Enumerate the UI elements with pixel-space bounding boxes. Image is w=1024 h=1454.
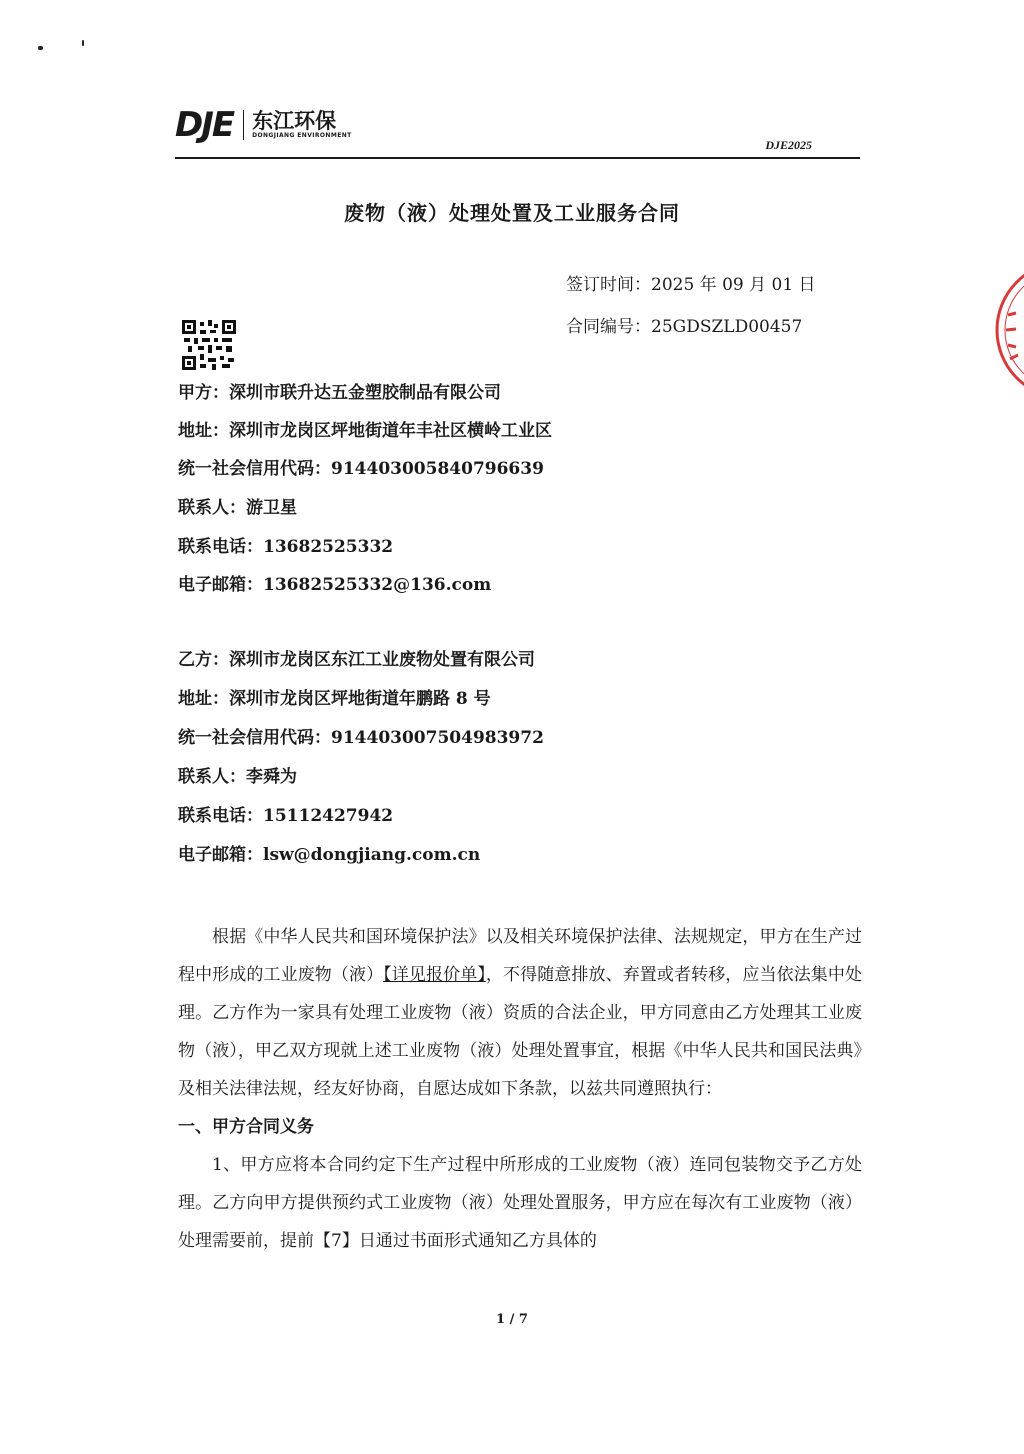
preamble-paragraph: 根据《中华人民共和国环境保护法》以及相关环境保护法律、法规规定，甲方在生产过程中形成的工业废物（液）【详见报价单】，不得随意排放、弃置或者转移，应当依法集中处理。乙方作为一家具有处理工业废物（液）资质的合法企业，甲方同意由乙方处理其工业废物（液），甲乙双方现就上述工业废物（液）处理处置事宜，根据《中华人民共和国民法典》及相关法律法规，经友好协商，自愿达成如下条款，以兹共同遵照执行： (178, 927, 863, 1099)
sign-date-label: 签订时间： (566, 275, 651, 295)
party-a-email: 电子邮箱：13682525332@136.com (178, 575, 492, 595)
party-a-address: 地址：深圳市龙岗区坪地街道年丰社区横岭工业区 (178, 421, 552, 441)
qr-code-icon (182, 320, 236, 370)
letterhead (175, 100, 860, 160)
logo-divider (243, 110, 244, 140)
page-number: 1 / 7 (496, 1312, 528, 1327)
contract-title: 废物（液）处理处置及工业服务合同 (344, 201, 680, 225)
party-b-contact: 联系人：李舜为 (178, 767, 297, 787)
contract-number (566, 312, 802, 337)
red-seal-stamp-icon (990, 255, 1024, 405)
quote-sheet-reference: 【详见报价单】 (383, 965, 486, 985)
section-heading-1: 一、甲方合同义务 (178, 1117, 314, 1137)
party-a-contact: 联系人：游卫星 (178, 498, 297, 518)
sign-date-value: 2025 年 09 月 01 日 (651, 275, 816, 295)
document-mark: DJE2025 (765, 138, 812, 152)
party-a-name: 甲方：深圳市联升达五金塑胶制品有限公司 (178, 383, 501, 403)
party-a-phone: 联系电话：13682525332 (178, 537, 394, 557)
logo-mark: DJE (175, 105, 234, 145)
logo-english-name: DONGJIANG ENVIRONMENT (252, 132, 352, 139)
party-b-address: 地址：深圳市龙岗区坪地街道年鹏路 8 号 (178, 689, 491, 709)
party-b-email: 电子邮箱：lsw@dongjiang.com.cn (178, 845, 481, 865)
contract-number-value: 25GDSZLD00457 (651, 317, 803, 337)
header-rule (175, 157, 860, 159)
contract-body (178, 918, 862, 1260)
party-b-credit-code: 统一社会信用代码：914403007504983972 (178, 728, 544, 748)
logo-chinese-name: 东江环保 (252, 109, 337, 133)
company-logo (175, 100, 352, 150)
clause-1-paragraph: 1、甲方应将本合同约定下生产过程中所形成的工业废物（液）连同包装物交予乙方处理。乙方向甲方提供预约式工业废物（液）处理处置服务，甲方应在每次有工业废物（液）处理需要前，提前【7】日通过书面形式通知乙方具体的 (178, 1155, 862, 1251)
sign-date (566, 270, 816, 295)
party-b-phone: 联系电话：15112427942 (178, 806, 394, 826)
party-a-credit-code: 统一社会信用代码：914403005840796639 (178, 459, 544, 479)
party-b-name: 乙方：深圳市龙岗区东江工业废物处置有限公司 (178, 650, 535, 670)
contract-number-label: 合同编号： (566, 317, 651, 337)
